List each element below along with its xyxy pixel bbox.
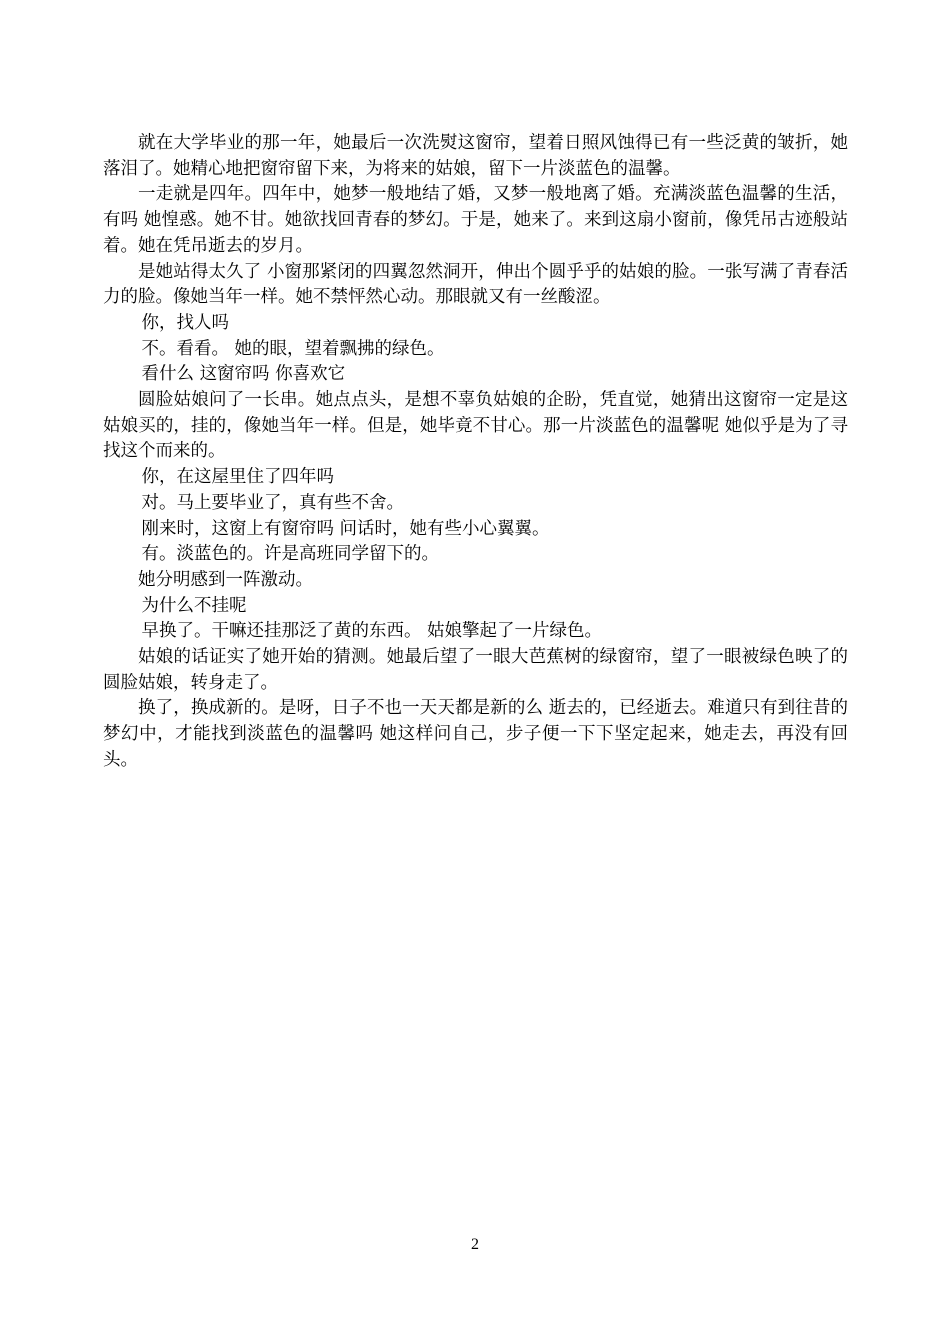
paragraph-4: 圆脸姑娘问了一长串。她点点头，是想不辜负姑娘的企盼，凭直觉，她猜出这窗帘一定是这姑娘买的，挂的，像她当年一样。但是，她毕竟不甘心。那一片淡蓝色的温馨呢 她似乎是为了寻找这个而来的。: [103, 390, 848, 462]
dialog-line-6: 刚来时，这窗上有窗帘吗 问话时，她有些小心翼翼。: [141, 518, 550, 539]
dialog-line-8: 为什么不挂呢: [141, 595, 247, 616]
dialog-line-7: 有。淡蓝色的。许是高班同学留下的。: [141, 544, 439, 565]
paragraph-1: 就在大学毕业的那一年，她最后一次洗熨这窗帘，望着日照风蚀得已有一些泛黄的皱折，她落泪了。她精心地把窗帘留下来，为将来的姑娘，留下一片淡蓝色的温馨。: [103, 133, 848, 179]
dialog-line-4: 你，在这屋里住了四年吗: [141, 467, 334, 488]
paragraph-2: 一走就是四年。四年中，她梦一般地结了婚，又梦一般地离了婚。充满淡蓝色温馨的生活，有吗 她惶惑。她不甘。她欲找回青春的梦幻。于是，她来了。来到这扇小窗前，像凭吊古迹般站着。她在凭吊逝去的岁月。: [103, 184, 848, 256]
dialog-line-9: 早换了。干嘛还挂那泛了黄的东西。 姑娘擎起了一片绿色。: [141, 621, 603, 642]
dialog-line-3: 看什么 这窗帘吗 你喜欢它: [141, 364, 346, 385]
dialog-line-1: 你，找人吗: [141, 312, 229, 333]
dialog-line-5: 对。马上要毕业了，真有些不舍。: [141, 492, 404, 513]
page-number: 2: [471, 1236, 479, 1253]
paragraph-6: 姑娘的话证实了她开始的猜测。她最后望了一眼大芭蕉树的绿窗帘，望了一眼被绿色映了的圆脸姑娘，转身走了。: [103, 647, 848, 693]
story-text: [103, 131, 848, 774]
paragraph-3: 是她站得太久了 小窗那紧闭的四翼忽然洞开，伸出个圆乎乎的姑娘的脸。一张写满了青春活力的脸。像她当年一样。她不禁怦然心动。那眼就又有一丝酸涩。: [103, 261, 848, 308]
dialog-line-2: 不。看看。 她的眼，望着飘拂的绿色。: [141, 338, 445, 359]
paragraph-5: 她分明感到一阵激动。: [138, 569, 313, 590]
paragraph-7: 换了，换成新的。是呀，日子不也一天天都是新的么 逝去的，已经逝去。难道只有到往昔的梦幻中，才能找到淡蓝色的温馨吗 她这样问自己，步子便一下下坚定起来，她走去，再没有回头。: [103, 698, 848, 770]
